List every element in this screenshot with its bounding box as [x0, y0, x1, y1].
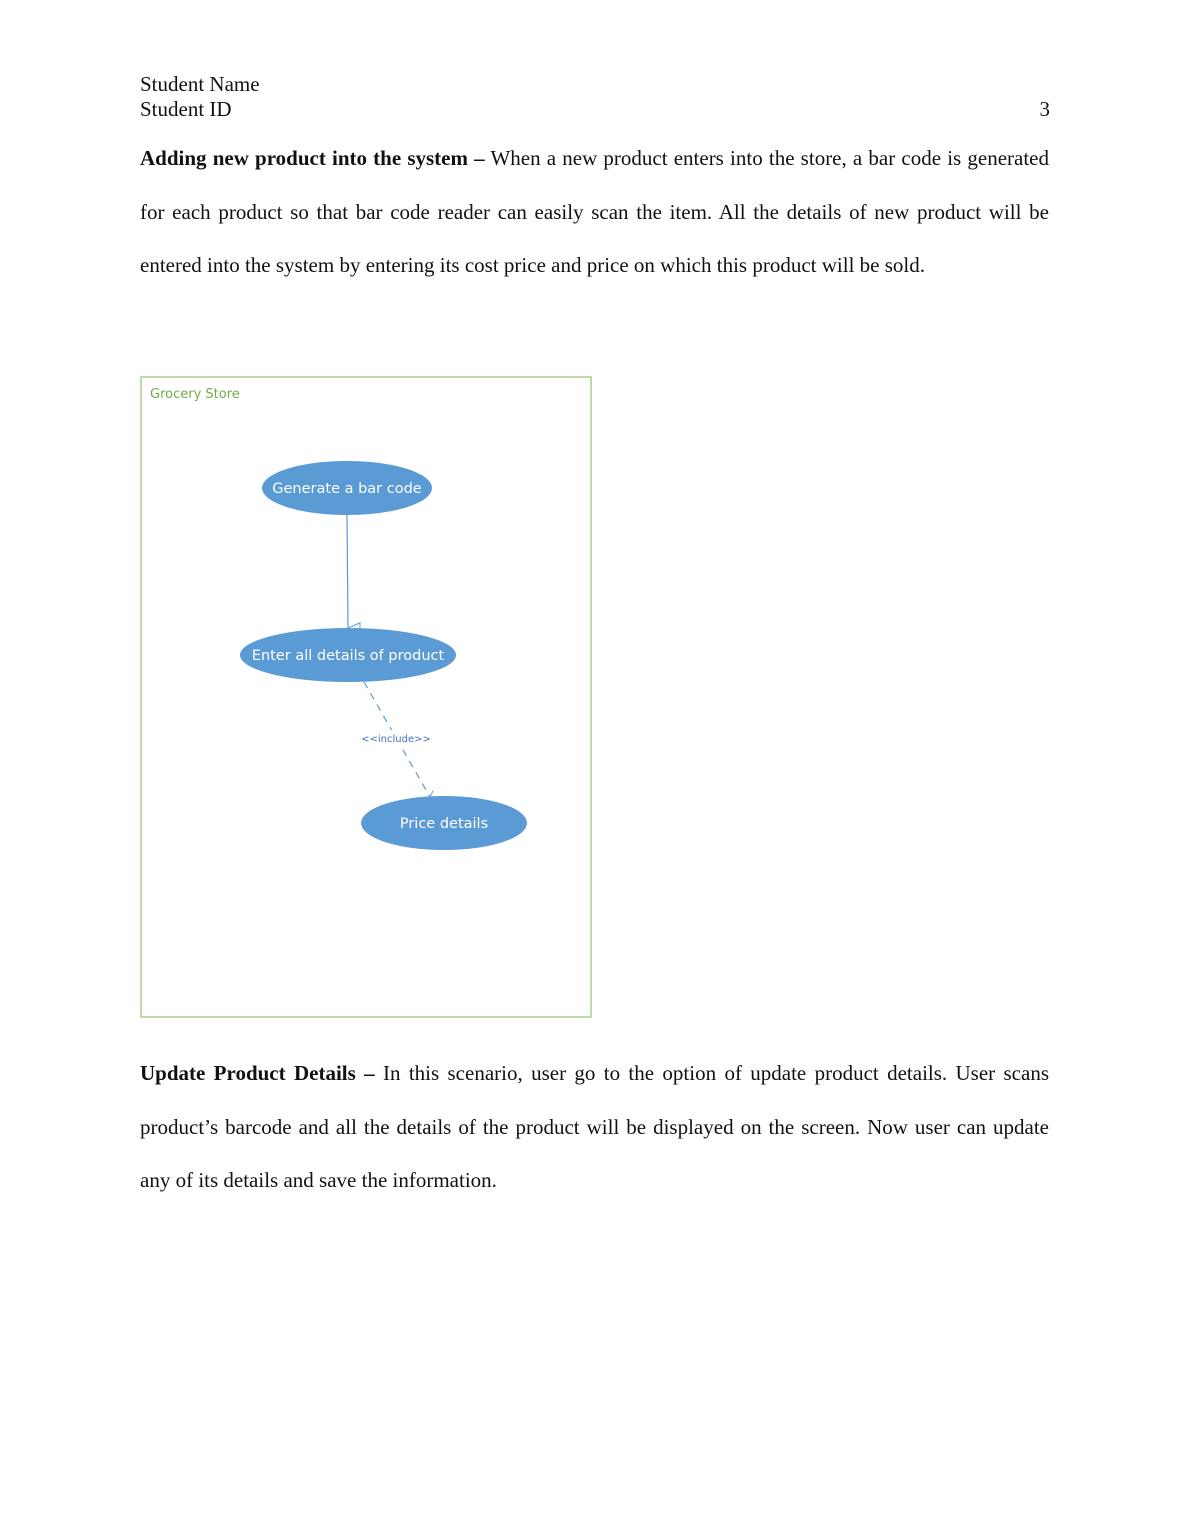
section-heading-adding-product: Adding new product into the system –	[140, 146, 485, 170]
use-case-diagram-canvas	[140, 376, 592, 1018]
use-case-generate-bar-code-label: Generate a bar code	[272, 481, 422, 497]
section-body-adding-product: When a new product enters into the store, a bar code is generated for each product so that bar code reader can easily scan the item. All the details of new product will be entered into the system by entering its cost price and price on which this product will be sold.	[140, 146, 1049, 278]
use-case-diagram	[140, 376, 592, 1018]
section-body-update-product: In this scenario, user go to the option of update product details. User scans product’s barcode and all the details of the product will be displayed on the screen. Now user can update any of its details and save the information.	[140, 1061, 1049, 1193]
student-name: Student Name	[140, 72, 260, 96]
include-stereotype-label: <<include>>	[361, 734, 431, 745]
student-id: Student ID	[140, 97, 232, 121]
section-update-product	[140, 1047, 1049, 1208]
section-heading-update-product: Update Product Details –	[140, 1061, 375, 1085]
use-case-price-details-label: Price details	[399, 816, 489, 832]
page-number: 3	[1039, 97, 1050, 121]
system-boundary-title: Grocery Store	[150, 387, 240, 402]
section-adding-product	[140, 132, 1049, 293]
use-case-enter-details-label: Enter all details of product	[251, 648, 445, 664]
page-header	[140, 72, 1050, 122]
